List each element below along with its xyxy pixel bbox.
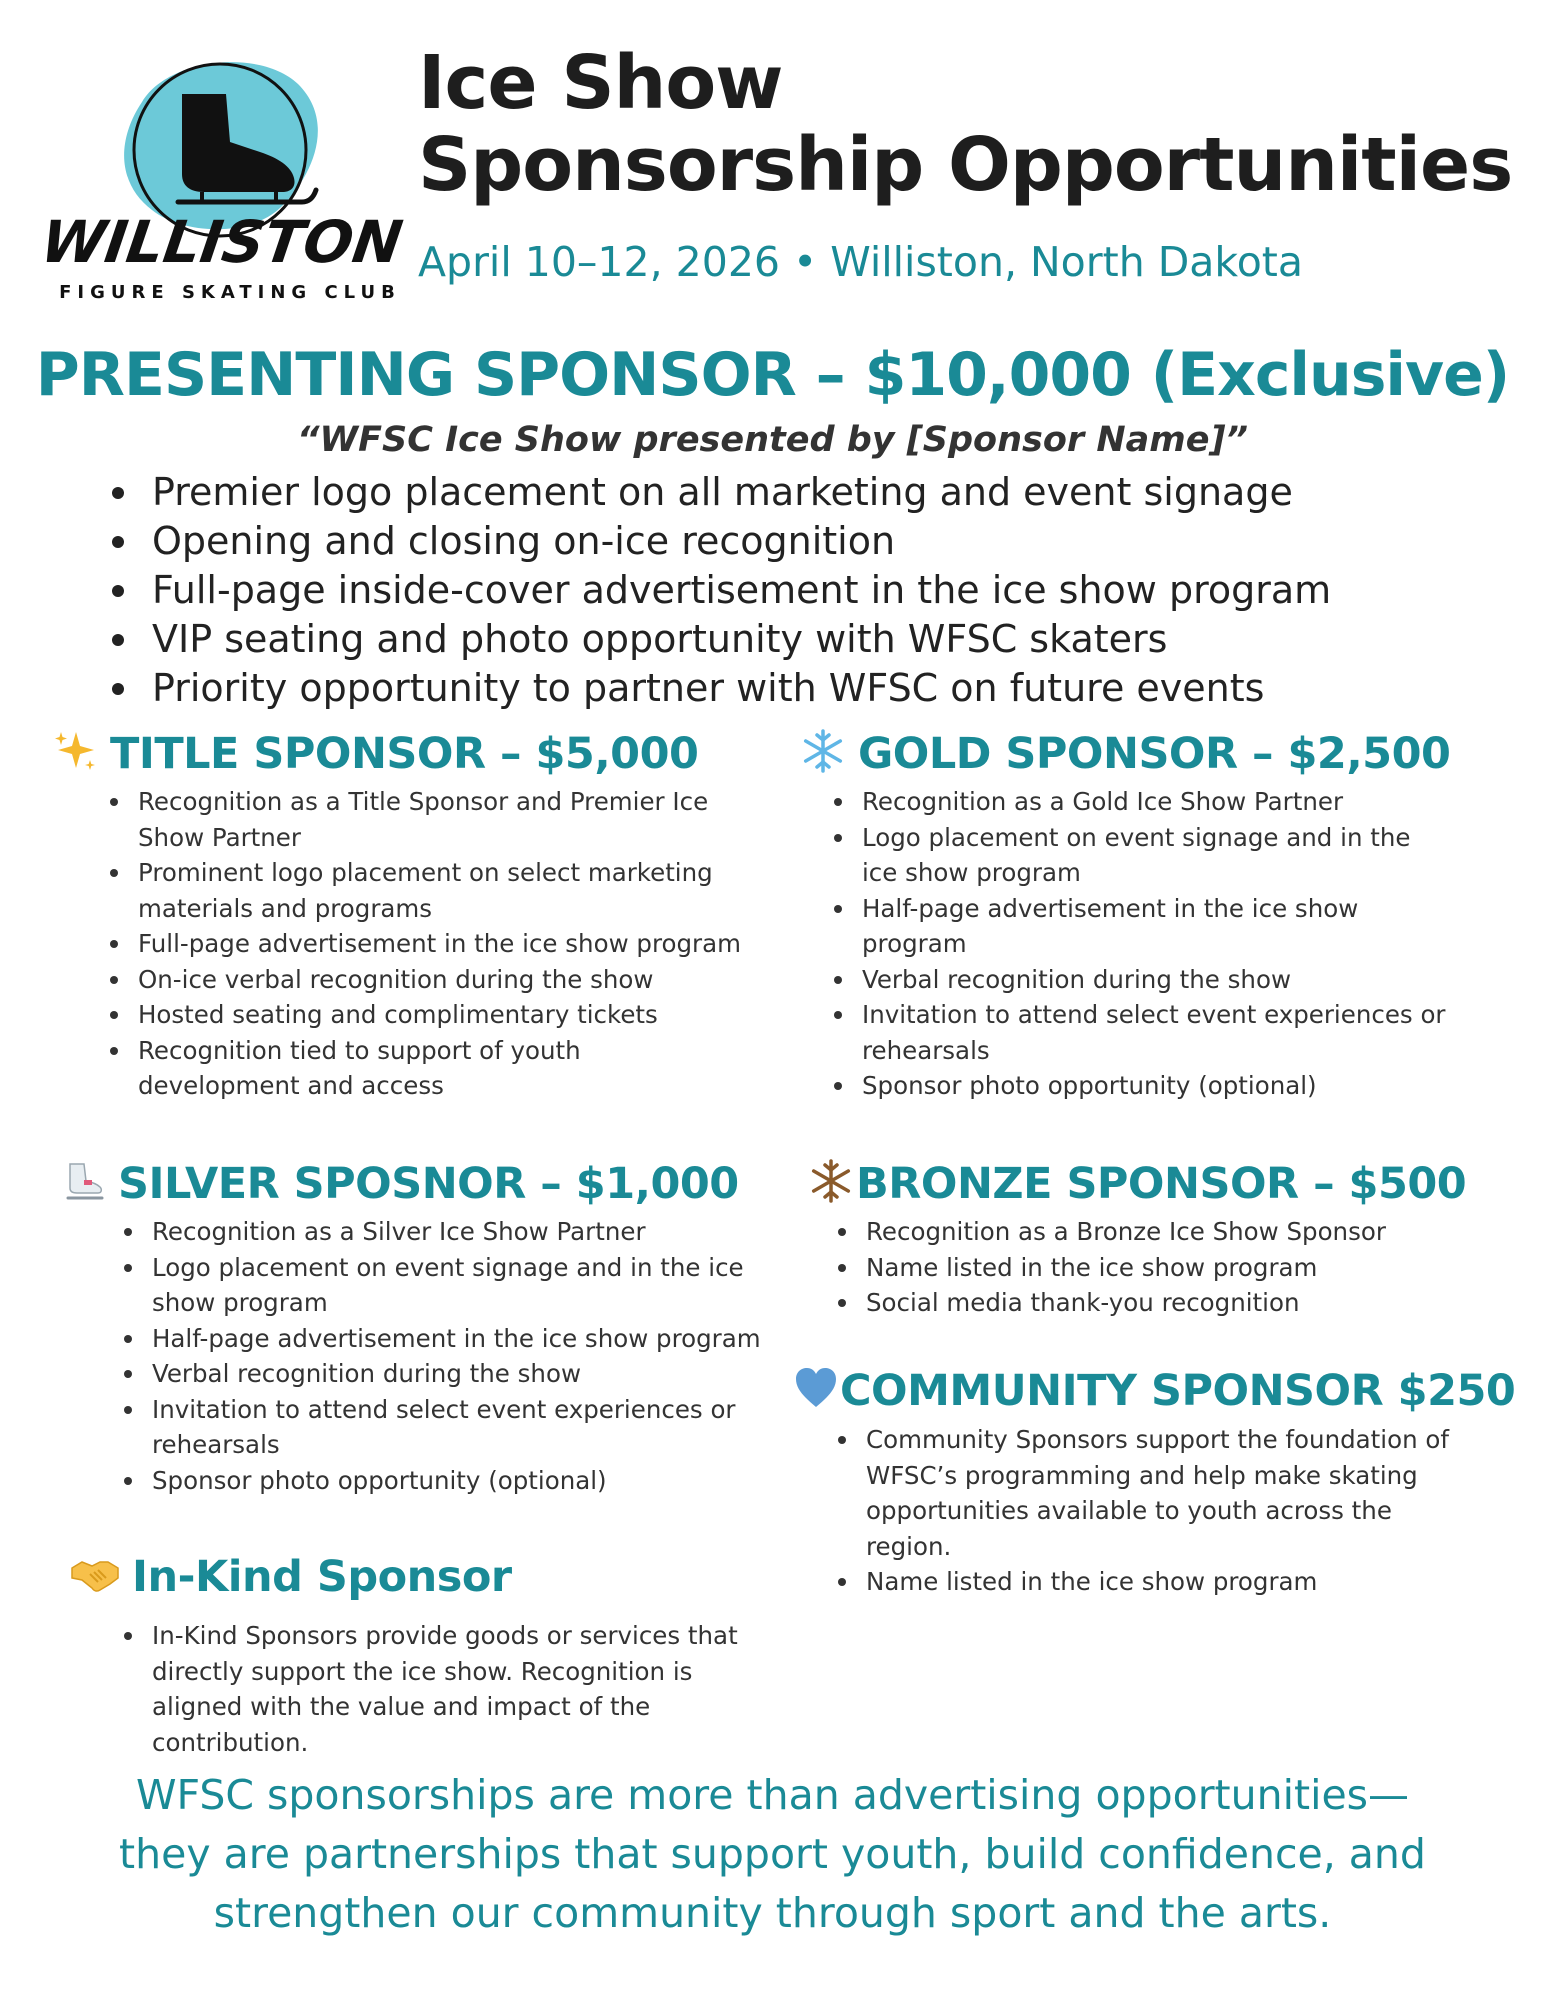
list-item: Name listed in the ice show program	[836, 1564, 1456, 1600]
bronze-sponsor-heading	[808, 1158, 1466, 1215]
snowflake-icon	[800, 728, 846, 785]
closing-statement	[0, 1766, 1545, 1943]
list-item: Recognition as a Title Sponsor and Premier Ice Show Partner	[108, 784, 748, 855]
presenting-benefits-list	[110, 468, 1331, 713]
list-item: Prominent logo placement on select marketing materials and programs	[108, 855, 748, 926]
closing-line-2: they are partnerships that support youth, build confidence, and	[119, 1830, 1426, 1878]
list-item: Recognition as a Bronze Ice Show Sponsor	[836, 1214, 1456, 1250]
page-title-line1: Ice Show	[418, 40, 783, 126]
event-dateline: April 10–12, 2026 • Williston, North Dakota	[418, 238, 1303, 286]
sparkles-icon	[52, 728, 98, 785]
presenting-sponsor-heading: PRESENTING SPONSOR – $10,000 (Exclusive)	[35, 340, 1510, 410]
bronze-sponsor-heading-text: BRONZE SPONSOR – $500	[856, 1159, 1467, 1209]
bronze-sponsor-list	[836, 1214, 1456, 1321]
community-sponsor-heading-text: COMMUNITY SPONSOR $250	[840, 1366, 1516, 1416]
title-sponsor-heading	[52, 728, 698, 785]
list-item: Logo placement on event signage and in the ice show program	[832, 820, 1452, 891]
silver-sponsor-heading-text: SILVER SPOSNOR – $1,000	[118, 1159, 739, 1209]
handshake-icon	[70, 1554, 120, 1605]
list-item: Half-page advertisement in the ice show program	[122, 1321, 762, 1357]
closing-line-1: WFSC sponsorships are more than advertising opportunities—	[135, 1771, 1410, 1819]
list-item: Invitation to attend select event experiences or rehearsals	[832, 997, 1452, 1068]
list-item: Social media thank-you recognition	[836, 1285, 1456, 1321]
list-item: Priority opportunity to partner with WFSC on future events	[110, 664, 1331, 713]
list-item: Premier logo placement on all marketing and event signage	[110, 468, 1331, 517]
gold-sponsor-list	[832, 784, 1452, 1104]
gold-sponsor-heading	[800, 728, 1450, 785]
list-item: On-ice verbal recognition during the show	[108, 962, 748, 998]
list-item: Sponsor photo opportunity (optional)	[832, 1068, 1452, 1104]
silver-sponsor-heading	[60, 1158, 739, 1215]
page-title-line2: Sponsorship Opportunities	[418, 122, 1513, 208]
list-item: Name listed in the ice show program	[836, 1250, 1456, 1286]
list-item: Sponsor photo opportunity (optional)	[122, 1463, 762, 1499]
list-item: Recognition tied to support of youth development and access	[108, 1033, 748, 1104]
closing-line-3: strengthen our community through sport and the arts.	[213, 1889, 1332, 1937]
community-sponsor-heading	[794, 1366, 1515, 1420]
list-item: Logo placement on event signage and in the ice show program	[122, 1250, 762, 1321]
list-item: In-Kind Sponsors provide goods or services that directly support the ice show. Recognition is aligned with the value and impact of the contribution.	[122, 1618, 762, 1760]
title-sponsor-list	[108, 784, 748, 1104]
blue-heart-icon	[794, 1367, 838, 1420]
list-item: Full-page inside-cover advertisement in the ice show program	[110, 566, 1331, 615]
inkind-sponsor-list	[122, 1618, 762, 1760]
gold-sponsor-heading-text: GOLD SPONSOR – $2,500	[858, 729, 1451, 779]
list-item: Opening and closing on-ice recognition	[110, 517, 1331, 566]
skate-logo-icon	[36, 40, 407, 310]
list-item: Hosted seating and complimentary tickets	[108, 997, 748, 1033]
presenting-sponsor-tagline: “WFSC Ice Show presented by [Sponsor Name]”	[296, 420, 1248, 460]
list-item: Verbal recognition during the show	[122, 1356, 762, 1392]
list-item: Recognition as a Gold Ice Show Partner	[832, 784, 1452, 820]
ice-skate-icon	[60, 1158, 106, 1215]
list-item: VIP seating and photo opportunity with WFSC skaters	[110, 615, 1331, 664]
club-logo	[36, 40, 407, 310]
silver-sponsor-list	[122, 1214, 762, 1498]
svg-text:WILLISTON: WILLISTON	[36, 208, 407, 276]
svg-text:FIGURE SKATING CLUB: FIGURE SKATING CLUB	[59, 282, 401, 303]
list-item: Full-page advertisement in the ice show program	[108, 926, 748, 962]
list-item: Half-page advertisement in the ice show program	[832, 891, 1452, 962]
community-sponsor-list	[836, 1422, 1456, 1600]
title-sponsor-heading-text: TITLE SPONSOR – $5,000	[110, 729, 699, 779]
inkind-sponsor-heading	[70, 1552, 512, 1605]
inkind-sponsor-heading-text: In-Kind Sponsor	[132, 1552, 512, 1602]
list-item: Community Sponsors support the foundation of WFSC’s programming and help make skating opportunities available to youth across the region.	[836, 1422, 1456, 1564]
list-item: Verbal recognition during the show	[832, 962, 1452, 998]
brown-snowflake-icon	[808, 1158, 854, 1215]
list-item: Invitation to attend select event experiences or rehearsals	[122, 1392, 762, 1463]
list-item: Recognition as a Silver Ice Show Partner	[122, 1214, 762, 1250]
